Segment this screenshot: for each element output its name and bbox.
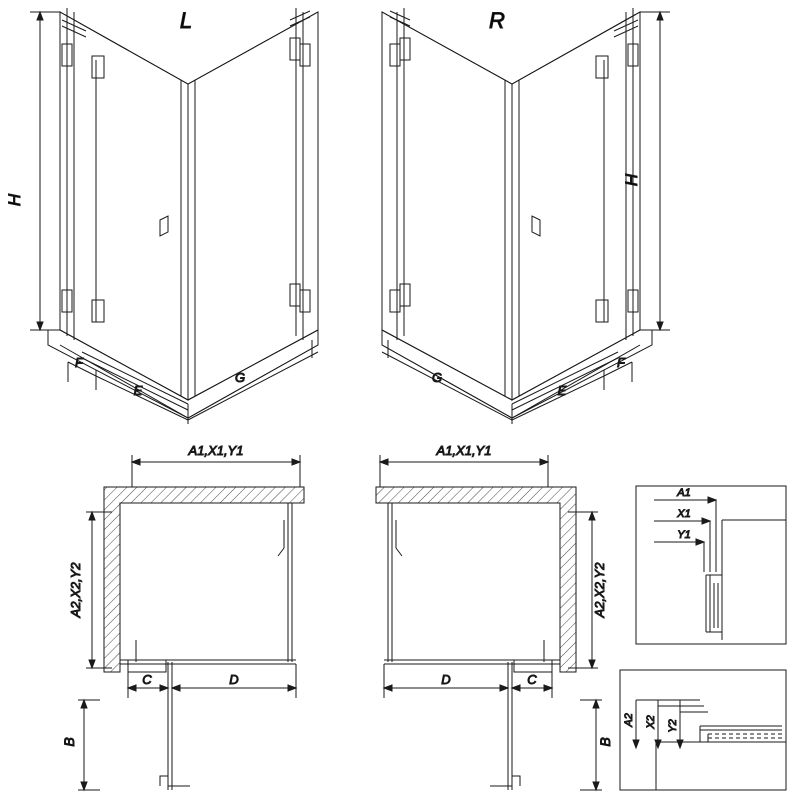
dim-plan-right-C-arrow-l [512,685,520,691]
plan-right-view [376,455,602,790]
iso-right-top-edge [382,12,640,84]
iso-left-label-H: H [5,193,24,207]
plan-right-wall-hatch [376,487,576,672]
iso-right-hinge-upper-d [390,44,400,66]
plan-left-door-return [128,660,166,672]
dim-plan-left-D-arrow-l [172,685,180,691]
iso-left-label-F: F [75,355,83,370]
iso-right-label-E: E [557,383,567,398]
dim-plan-right-C-arrow-r [544,685,552,691]
iso-right-side-panel [512,12,640,400]
dim-plan-left-A2-arrow-t [89,512,95,520]
detail-bottom-label-X2: X2 [645,715,657,729]
iso-right-view [382,8,670,424]
plan-left-label-C: C [142,672,152,687]
iso-left-hinge-lower-c [290,284,300,306]
dim-plan-right-D-arrow-l [384,685,392,691]
plan-right-label-C: C [527,672,537,687]
iso-left-label-E: E [133,383,143,398]
iso-left-label-L: L [179,8,193,33]
dim-plan-right-B-arrow-t [593,700,599,708]
dim-plan-left-B-arrow-b [81,782,87,790]
plan-left-label-D: D [229,672,239,687]
dim-right-G-line [382,352,512,420]
detail-top-label-Y1: Y1 [677,529,691,541]
iso-left-hinge-upper-b [92,56,104,78]
iso-left-label-G: G [234,370,246,385]
dim-plan-left-A2-arrow-b [89,660,95,668]
detail-top-frame [636,486,786,644]
iso-left-hinge-upper-d [300,44,310,66]
dim-plan-right-A1-arrow-r [540,459,548,465]
dim-plan-left-A1-arrow-l [132,459,140,465]
iso-right-hinge-lower-d [390,290,400,312]
dim-left-H-arrow-top [37,12,43,20]
iso-right-label-G: G [431,370,443,385]
plan-left-label-B: B [61,737,77,747]
dim-plan-right-A1-arrow-l [380,459,388,465]
iso-right-hinge-lower-c [400,284,410,306]
plan-right-hinge-detail [396,520,402,556]
plan-right-label-B: B [597,737,613,747]
dim-plan-left-D-arrow-r [288,685,296,691]
iso-right-hinge-lower-b [596,300,608,322]
detail-bottom-view [620,670,786,790]
detail-bottom-label-A2: A2 [623,713,635,727]
iso-right-label-F: F [617,355,625,370]
iso-left-side-panel [60,12,188,400]
iso-right-handle [532,216,540,236]
iso-left-view [30,8,318,424]
plan-left-label-A1X1Y1: A1,X1,Y1 [188,443,244,458]
dim-plan-left-C-arrow-r [160,685,168,691]
dim-plan-right-B-arrow-b [593,782,599,790]
iso-right-hinge-upper-b [596,56,608,78]
plan-right-label-A1X1Y1: A1,X1,Y1 [436,443,492,458]
iso-right-floor-top [382,330,640,400]
detail-top-X1-arrow [702,518,710,524]
detail-top-A1-arrow [708,497,716,503]
iso-left-hinge-lower-b [92,300,104,322]
dim-right-H-arrow-top [657,12,663,20]
iso-right-hinge-upper-c [400,38,410,60]
detail-bottom-A2-arrow [633,740,639,748]
dim-plan-left-C-arrow-l [128,685,136,691]
dim-left-G-line [188,352,318,420]
plan-right-door-handle [512,776,520,786]
dim-left-H-arrow-bottom [37,322,43,330]
iso-right-label-H: H [622,173,641,187]
iso-left-floor-top [60,330,318,400]
iso-left-floor-bottom [60,345,318,418]
iso-left-hinge-lower-d [300,290,310,312]
iso-left-handle [160,216,168,236]
detail-top-label-A1: A1 [677,487,691,499]
iso-right-back-panel [382,12,512,400]
iso-left-hinge-upper-c [290,38,300,60]
plan-left-label-A2X2Y2: A2,X2,Y2 [68,562,83,618]
plan-right-label-A2X2Y2: A2,X2,Y2 [592,562,607,618]
iso-right-floor-outline [382,330,652,418]
iso-right-label-R: R [489,8,505,33]
dim-plan-right-A2-arrow-b [589,660,595,668]
detail-bottom-label-Y2: Y2 [667,719,679,733]
iso-left-floor-outline [48,330,318,418]
iso-right-floor-bottom [382,345,640,418]
dim-plan-left-A1-arrow-r [292,459,300,465]
detail-top-label-X1: X1 [677,508,691,520]
plan-left-door-handle [160,776,168,786]
dim-plan-right-D-arrow-r [500,685,508,691]
detail-top-Y1-arrow [696,539,704,545]
plan-right-door-return [514,660,552,672]
dim-plan-right-A2-arrow-t [589,512,595,520]
detail-bottom-Y2-arrow [677,740,683,748]
iso-left-back-panel [188,12,318,400]
plan-left-view [78,455,304,790]
plan-left-hinge-detail [278,520,284,556]
dim-right-H-arrow-bottom [657,322,663,330]
plan-right-label-D: D [441,672,451,687]
dim-plan-left-B-arrow-t [81,700,87,708]
detail-top-view [636,486,786,644]
plan-left-wall-hatch [104,487,304,672]
